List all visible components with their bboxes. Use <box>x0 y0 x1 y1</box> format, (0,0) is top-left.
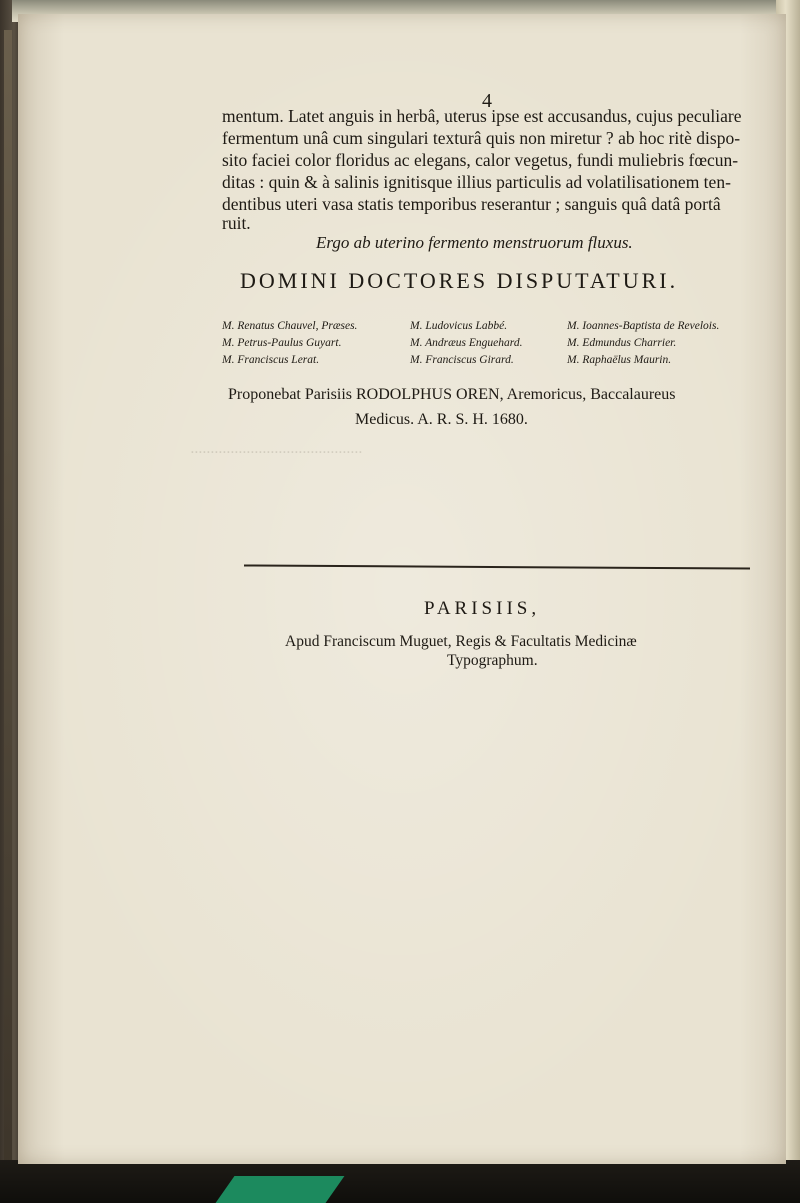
scan-bottom-shadow <box>0 1160 800 1203</box>
green-ribbon <box>216 1176 345 1203</box>
body-line: sito faciei color floridus ac elegans, calor vegetus, fundi muliebris fœcun- <box>222 150 739 170</box>
doctors-row <box>222 352 782 369</box>
doctors-list <box>222 318 782 369</box>
bleed-through-text: ........................................... <box>190 440 362 457</box>
imprint-printer-title: Typographum. <box>447 652 538 669</box>
doctor-name: M. Edmundus Charrier. <box>567 337 677 349</box>
doctor-name: M. Renatus Chauvel, Præses. <box>222 320 358 332</box>
doctor-name: M. Ioannes-Baptista de Revelois. <box>567 320 720 332</box>
doctor-name: M. Franciscus Lerat. <box>222 354 320 366</box>
doctors-row <box>222 335 782 352</box>
imprint-printer: Apud Franciscum Muguet, Regis & Facultatis Medicinæ <box>285 633 637 650</box>
body-line: dentibus uteri vasa statis temporibus reserantur ; sanguis quâ datâ portâ <box>222 194 721 214</box>
body-line: mentum. Latet anguis in herbâ, uterus ipse est accusandus, cujus peculiare <box>222 106 742 126</box>
doctor-name: M. Petrus-Paulus Guyart. <box>222 337 342 349</box>
proponebat-line: Proponebat Parisiis RODOLPHUS OREN, Aremoricus, Baccalaureus <box>228 386 676 403</box>
body-line: ditas : quin & à salinis ignitisque illius particulis ad volatilisationem ten- <box>222 172 731 192</box>
doctor-name: M. Ludovicus Labbé. <box>410 320 508 332</box>
doctor-name: M. Franciscus Girard. <box>410 354 514 366</box>
imprint-place: PARISIIS, <box>424 598 541 619</box>
doctor-name: M. Raphaëlus Maurin. <box>567 354 672 366</box>
body-line: ruit. <box>222 213 251 233</box>
doctors-row <box>222 318 782 335</box>
proponebat-date-line: Medicus. A. R. S. H. 1680. <box>355 411 528 428</box>
book-spine-edge <box>4 30 12 1170</box>
doctors-heading: DOMINI DOCTORES DISPUTATURI. <box>240 268 679 293</box>
body-line: fermentum unâ cum singulari texturâ quis non miretur ? ab hoc ritè dispo- <box>222 128 741 148</box>
doctor-name: M. Andræus Enguehard. <box>410 337 523 349</box>
page-number: 4 <box>482 90 492 112</box>
conclusion-statement: Ergo ab uterino fermento menstruorum fluxus. <box>316 233 633 252</box>
